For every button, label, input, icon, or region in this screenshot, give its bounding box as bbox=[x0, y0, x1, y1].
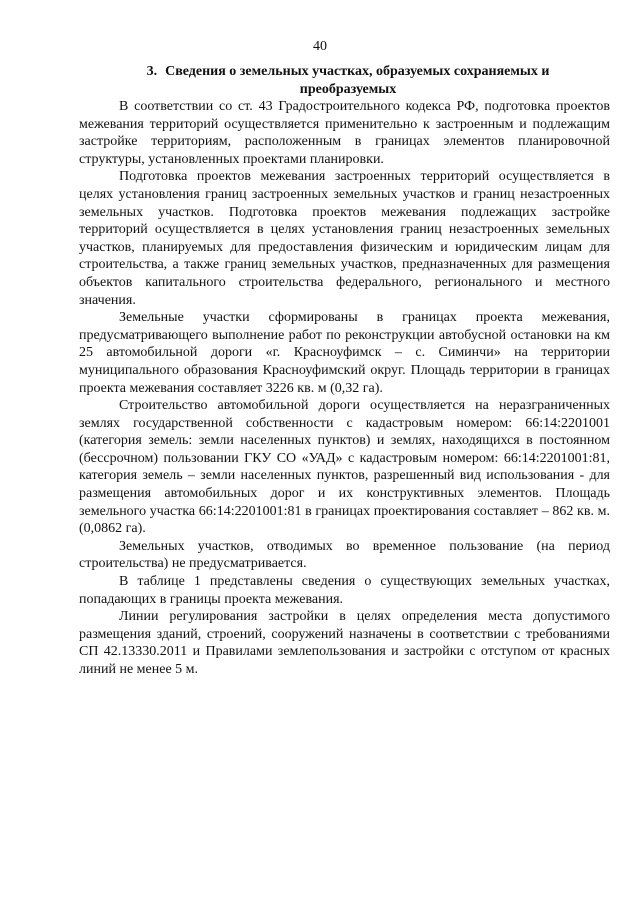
paragraph: Подготовка проектов межевания застроенных территорий осуществляется в целях установления границ застроенных земельных участков и границ незастроенных земельных участков. Подготовка проектов межевания подлежащих застройке территорий осуществляется в целях установления границ незастроенных земельных участков, планируемых для предоставления физическим и юридическим лицам для строительства, а также границ земельных участков, предназначенных для размещения объектов капитального строительства федерального, регионального и местного значения. bbox=[79, 169, 610, 308]
paragraph: Земельные участки сформированы в границах проекта межевания, предусматривающего выполнение работ по реконструкции автобусной остановки на км 25 автомобильной дороги «г. Красноуфимск – с. Симинчи» на территории муниципального образования Красноуфимский округ. Площадь территории в границах проекта межевания составляет 3226 кв. м (0,32 га). bbox=[79, 310, 610, 396]
page-number: 40 bbox=[313, 39, 327, 54]
paragraph: В таблице 1 представлены сведения о существующих земельных участках, попадающих в границы проекта межевания. bbox=[79, 574, 610, 607]
paragraph: Строительство автомобильной дороги осуществляется на неразграниченных землях государственной собственности с кадастровым номером: 66:14:2201001 (категория земель: земли населенных пунктов) и землях, находящихся в постоянном (бессрочном) пользовании ГКУ СО «УАД» с кадастровым номером: 66:14:2201001:81, категория земель – земли населенных пунктов, разрешенный вид использования - для размещения автомобильных дорог и их конструктивных элементов. Площадь земельного участка 66:14:2201001:81 в границах проектирования составляет – 862 кв. м. (0,0862 га). bbox=[79, 398, 610, 537]
body-text bbox=[79, 98, 610, 679]
paragraph: Линии регулирования застройки в целях определения места допустимого размещения зданий, строений, сооружений назначены в соответствии с требованиями СП 42.13330.2011 и Правилами землепользования и застройки с отступом от красных линий не менее 5 м. bbox=[79, 609, 610, 677]
paragraph: Земельных участков, отводимых во временное пользование (на период строительства) не предусматривается. bbox=[79, 538, 610, 572]
section-heading bbox=[118, 63, 578, 99]
section-number: 3. bbox=[146, 64, 158, 79]
section-title: Сведения о земельных участках, образуемых сохраняемых и преобразуемых bbox=[165, 64, 550, 97]
paragraph: В соответствии со ст. 43 Градостроительного кодекса РФ, подготовка проектов межевания территорий осуществляется применительно к застроенным и подлежащим застройке территориям, расположенным в границах элементов планировочной структуры, установленных проектами планировки. bbox=[79, 99, 610, 167]
